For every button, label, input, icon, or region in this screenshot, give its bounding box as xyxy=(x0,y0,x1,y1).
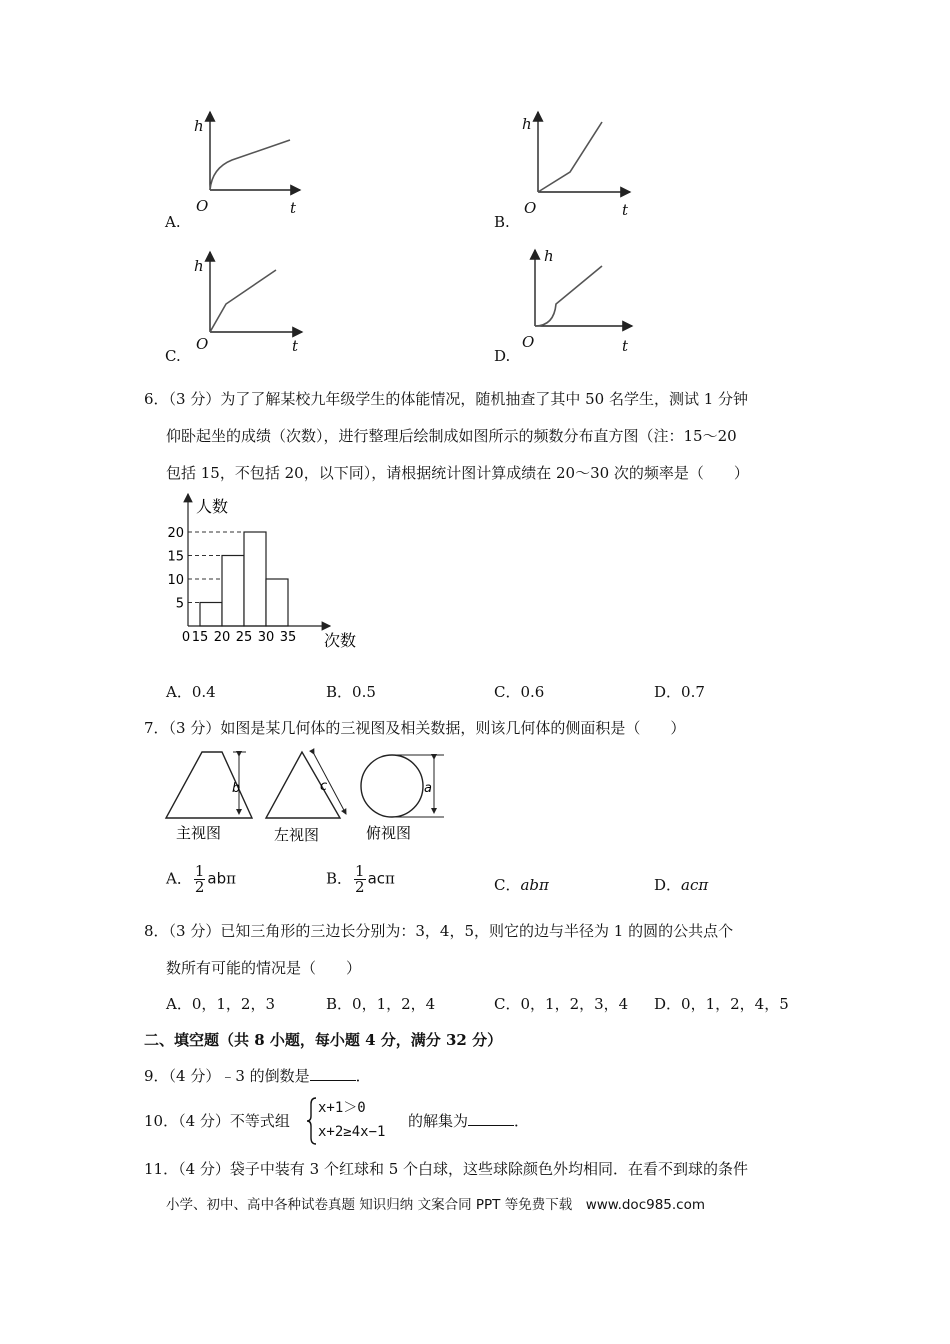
q10-ineq-1: x+1＞0 xyxy=(318,1100,366,1116)
q8-line1: 8．（3 分）已知三角形的三边长分别为：3，4，5，则它的边与半径为 1 的圆的公共点个 xyxy=(144,922,734,940)
section-2-heading: 二、填空题（共 8 小题，每小题 4 分，满分 32 分） xyxy=(144,1031,503,1049)
graph-b-origin: O xyxy=(524,199,537,217)
histogram-y-tick: 10 xyxy=(167,573,184,588)
histogram xyxy=(160,490,370,654)
graph-figures xyxy=(150,108,830,370)
histogram-bar xyxy=(244,532,266,626)
graph-c-origin: O xyxy=(196,335,209,353)
left-view xyxy=(266,752,346,818)
q6-line2: 仰卧起坐的成绩（次数），进行整理后绘制成如图所示的频数分布直方图（注：15～20 xyxy=(166,427,737,445)
histogram-bar xyxy=(266,579,288,626)
graph-c-curve xyxy=(210,270,276,332)
histogram-bar xyxy=(200,603,222,627)
graph-a-origin: O xyxy=(196,197,209,215)
q6-line3: 包括 15，不包括 20，以下同），请根据统计图计算成绩在 20～30 次的频率是（ ） xyxy=(166,464,749,482)
q8-line2: 数所有可能的情况是（ ） xyxy=(166,959,362,977)
graph-a-t-label: t xyxy=(290,199,297,217)
q7-option-b: B． $\frac{1}{2}$ acπ xyxy=(326,862,395,896)
graph-a-label: A. xyxy=(165,213,181,231)
graph-c-t-label: t xyxy=(292,337,299,355)
q7-option-c: C．abπ xyxy=(494,876,549,894)
q10-suffix: 的解集为 ． xyxy=(408,1112,530,1130)
left-view-label: 左视图 xyxy=(274,826,320,844)
histogram-ylabel: 人数 xyxy=(196,497,229,516)
graph-a-h-label: h xyxy=(194,117,204,135)
q10-prefix: 10．（4 分）不等式组 xyxy=(144,1112,290,1130)
q10-system xyxy=(318,1096,385,1144)
graph-c-label: C. xyxy=(165,347,181,365)
q8-option-b: B．0，1，2，4 xyxy=(326,995,436,1013)
graph-b-h-label: h xyxy=(522,115,532,133)
q10-ineq-2: x+2≥4x−1 xyxy=(318,1124,386,1140)
histogram-x-tick: 30 xyxy=(257,630,275,645)
q6-option-c: C．0.6 xyxy=(494,683,545,701)
graph-c xyxy=(210,252,302,332)
histogram-xlabel: 次数 xyxy=(324,631,357,650)
q10-brace xyxy=(306,1096,318,1146)
histogram-y-tick: 5 xyxy=(175,596,184,612)
dim-b-label: b xyxy=(232,781,241,796)
q7-option-d: D．acπ xyxy=(654,876,709,894)
histogram-x-tick: 35 xyxy=(279,630,297,645)
histogram-x-tick: 15 xyxy=(191,630,209,645)
histogram-y-tick: 20 xyxy=(167,526,184,541)
histogram-bar xyxy=(222,556,244,627)
footer-text: 小学、初中、高中各种试卷真题 知识归纳 文案合同 PPT 等免费下载 www.doc985.com xyxy=(166,1197,706,1213)
histogram-x-tick: 20 xyxy=(213,630,231,645)
graph-d-curve xyxy=(535,266,602,326)
q6-line1: 6．（3 分）为了了解某校九年级学生的体能情况，随机抽查了其中 50 名学生，测试 1 分钟 xyxy=(144,390,749,408)
front-view-label: 主视图 xyxy=(176,824,222,842)
graph-b-t-label: t xyxy=(622,201,629,219)
top-view-label: 俯视图 xyxy=(366,824,412,842)
graph-d-t-label: t xyxy=(622,337,629,355)
histogram-bars xyxy=(200,532,288,626)
histogram-y-tick: 15 xyxy=(167,549,184,565)
q8-option-d: D．0，1，2，4，5 xyxy=(654,995,789,1013)
q8-option-a: A．0，1，2，3 xyxy=(166,995,276,1013)
three-views-figure xyxy=(160,748,460,846)
q11-text: 11．（4 分）袋子中装有 3 个红球和 5 个白球，这些球除颜色外均相同．在看不到球的条件 xyxy=(144,1160,749,1178)
q7-option-a: A． $\frac{1}{2}$ abπ xyxy=(166,862,236,896)
graph-a xyxy=(210,112,300,190)
q8-option-c: C．0，1，2，3，4 xyxy=(494,995,629,1013)
graph-b xyxy=(538,112,630,192)
graph-b-label: B. xyxy=(494,213,510,231)
q7-text: 7．（3 分）如图是某几何体的三视图及相关数据，则该几何体的侧面积是（ ） xyxy=(144,719,686,737)
graph-d-label: D. xyxy=(494,347,511,365)
dim-c-label: c xyxy=(320,779,328,794)
graph-b-curve xyxy=(538,122,602,192)
graph-d-origin: O xyxy=(522,333,535,351)
graph-a-curve xyxy=(210,140,290,190)
histogram-x-tick: 25 xyxy=(235,630,253,645)
q9-text: 9．（4 分）﹣3 的倒数是 ． xyxy=(144,1067,371,1085)
dim-a-label: a xyxy=(424,781,432,796)
graph-c-h-label: h xyxy=(194,257,204,275)
q6-option-a: A．0.4 xyxy=(166,683,216,701)
q10-blank xyxy=(468,1111,514,1126)
q6-option-b: B．0.5 xyxy=(326,683,376,701)
q6-option-d: D．0.7 xyxy=(654,683,705,701)
q9-blank xyxy=(310,1066,356,1081)
histogram-x-tick: 0 xyxy=(181,630,191,645)
graph-d-h-label: h xyxy=(544,247,554,265)
